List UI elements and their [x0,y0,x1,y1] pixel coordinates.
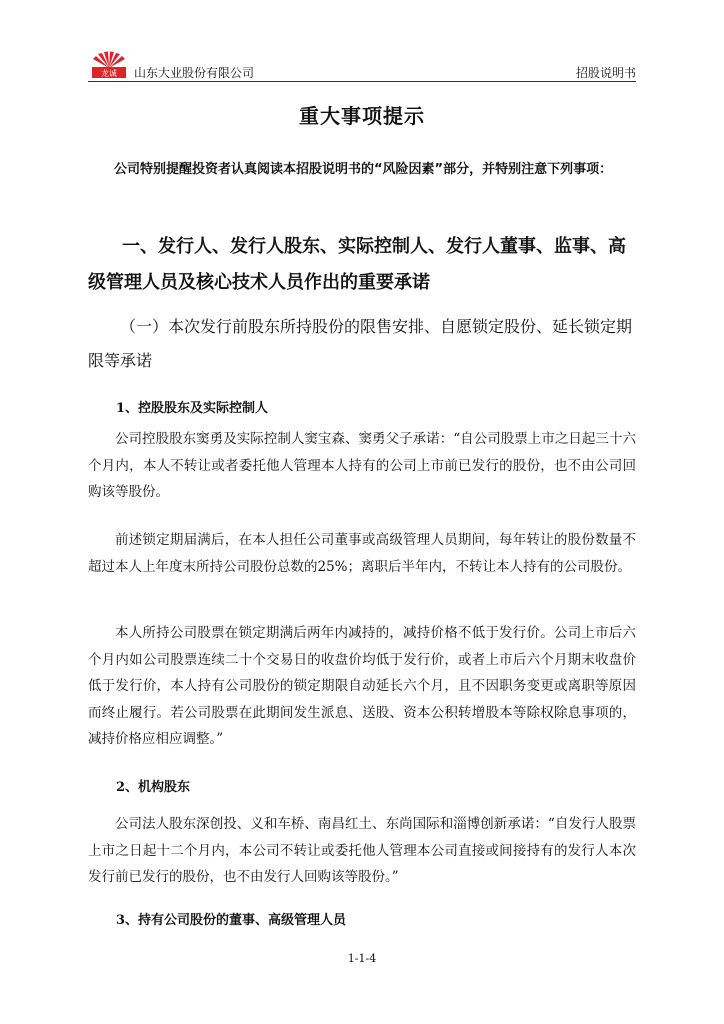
item1-paragraph-2: 前述锁定期届满后，在本人担任公司董事或高级管理人员期间，每年转让的股份数量不超过本人上年度末所持公司股份总数的25%；离职后半年内，不转让本人持有的公司股份。 [88,532,636,575]
intro-paragraph: 公司特别提醒投资者认真阅读本招股说明书的“风险因素”部分，并特别注意下列事项： [114,162,613,177]
page-number: 1-1-4 [347,952,377,965]
item2-heading: 2、机构股东 [116,780,191,795]
item3-heading-wrap [88,909,636,928]
item1-paragraph-3: 本人所持公司股票在锁定期满后两年内减持的，减持价格不低于发行价。公司上市后六个月内如公司股票连续二十个交易日的收盘价均低于发行价，或者上市后六个月期末收盘价低于发行价，本人持有公司股份的锁定期限自动延长六个月，且不因职务变更或离职等原因而终止履行。若公司股票在此期间发生派息、送股、资本公积转增股本等除权除息事项的，减持价格应相应调整。” [88,625,636,747]
header-rule [88,81,636,82]
company-name: 山东大业股份有限公司 [134,66,255,80]
subsection-heading-1: （一）本次发行前股东所持股份的限售安排、自愿锁定股份、延长锁定期限等承诺 [88,317,633,370]
logo-text: 龙诚 [101,69,117,78]
item1-heading: 1、控股股东及实际控制人 [116,401,269,416]
document-type: 招股说明书 [575,66,636,80]
section-heading-1: 一、发行人、发行人股东、实际控制人、发行人董事、监事、高级管理人员及核心技术人员作出的重要承诺 [88,236,626,293]
item1-paragraph-1: 公司控股股东窦勇及实际控制人窦宝森、窦勇父子承诺：“自公司股票上市之日起三十六个月内，本人不转让或者委托他人管理本人持有的公司上市前已发行的股份，也不由公司回购该等股份。 [88,431,636,500]
item1-heading-wrap [88,397,636,416]
item3-heading: 3、持有公司股份的董事、高级管理人员 [116,913,347,928]
company-logo [88,50,130,80]
page-title: 重大事项提示 [299,104,425,128]
page-header [88,50,636,84]
item2-paragraph-1: 公司法人股东深创投、义和车桥、南昌红土、东尚国际和淄博创新承诺：“自发行人股票上市之日起十二个月内，本公司不转让或委托他人管理本公司直接或间接持有的发行人本次发行前已发行的股份，也不由发行人回购该等股份。” [88,816,636,885]
item2-heading-wrap [88,776,636,795]
